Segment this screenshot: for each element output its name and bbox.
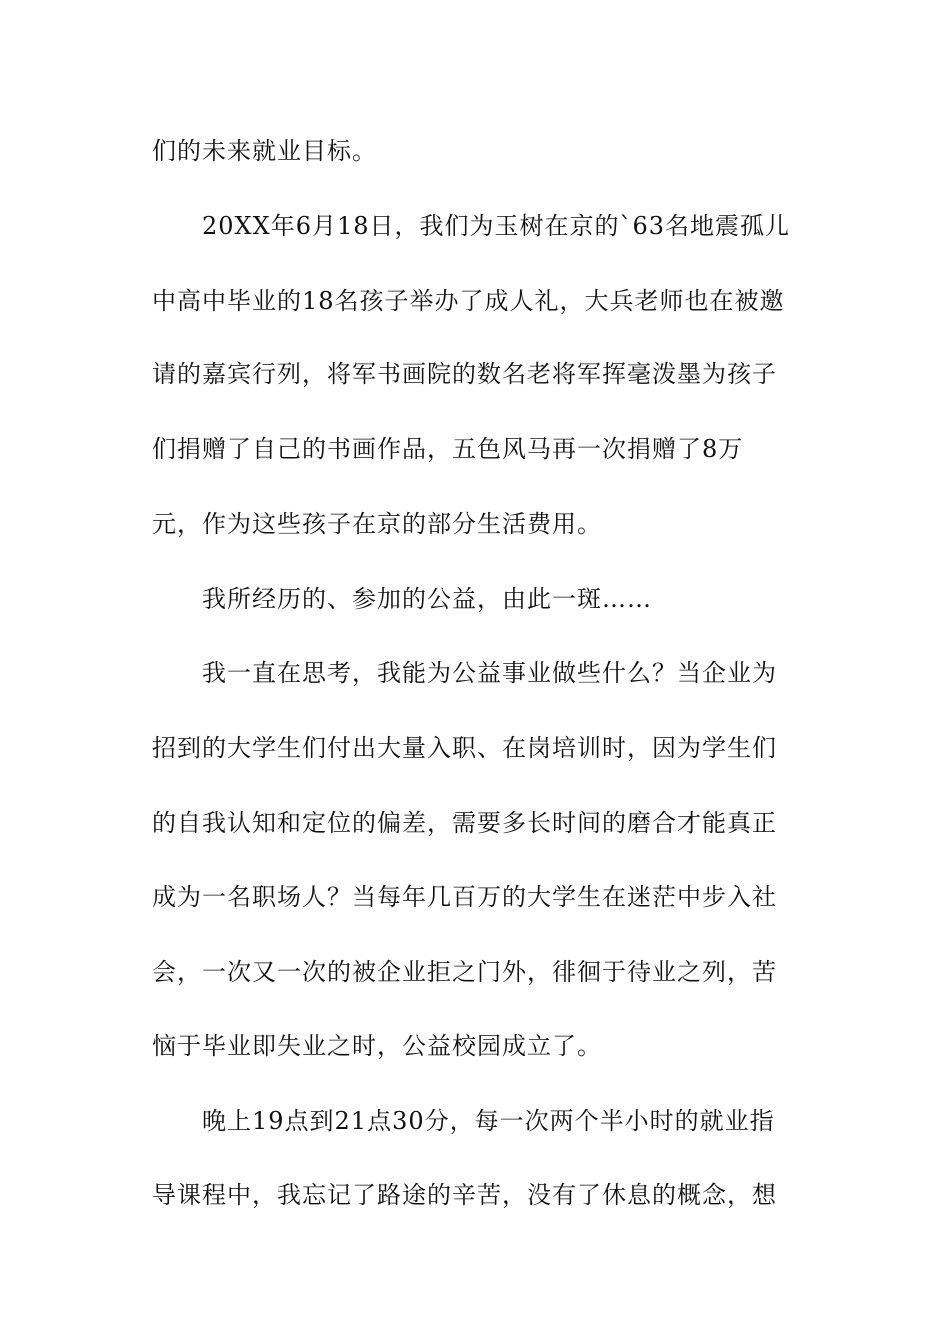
text-line: 们的未来就业目标。 (152, 137, 377, 165)
text-line: 20XX年6月18日，我们为玉树在京的`63名地震孤儿 (202, 212, 791, 240)
text-line: 的自我认知和定位的偏差，需要多长时间的磨合才能真正 (152, 809, 777, 837)
text-line: 导课程中，我忘记了路途的辛苦，没有了休息的概念，想 (152, 1181, 777, 1209)
text-line: 中高中毕业的18名孩子举办了成人礼，大兵老师也在被邀 (152, 287, 785, 315)
text-line: 我所经历的、参加的公益，由此一斑…… (202, 585, 652, 613)
text-line: 们捐赠了自己的书画作品，五色风马再一次捐赠了8万 (152, 435, 744, 463)
text-line: 会，一次又一次的被企业拒之门外，徘徊于待业之列，苦 (152, 958, 777, 986)
text-line: 请的嘉宾行列，将军书画院的数名老将军挥毫泼墨为孩子 (152, 360, 777, 388)
text-line: 晚上19点到21点30分，每一次两个半小时的就业指 (202, 1107, 775, 1135)
text-line: 元，作为这些孩子在京的部分生活费用。 (152, 510, 602, 538)
text-line: 恼于毕业即失业之时，公益校园成立了。 (152, 1032, 602, 1060)
text-line: 招到的大学生们付出大量入职、在岗培训时，因为学生们 (152, 734, 777, 762)
text-line: 我一直在思考，我能为公益事业做些什么？当企业为 (202, 659, 777, 687)
text-line: 成为一名职场人？当每年几百万的大学生在迷茫中步入社 (152, 883, 777, 911)
